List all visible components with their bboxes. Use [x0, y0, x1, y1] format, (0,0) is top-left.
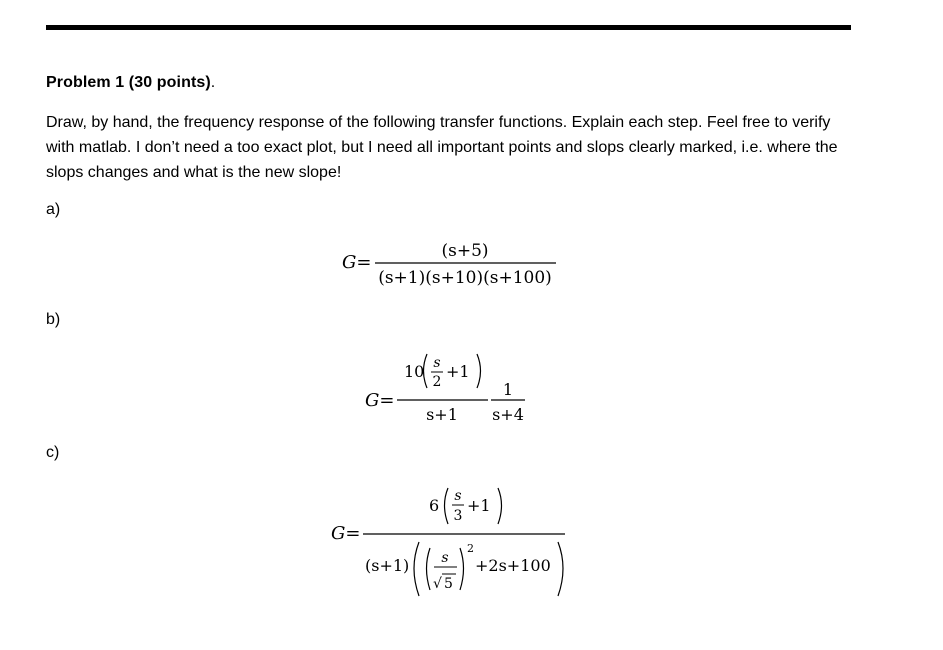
top-rule [46, 25, 851, 30]
eq-c-inner-left-paren [427, 548, 431, 590]
problem-title-suffix: . [210, 74, 216, 91]
eq-a-numerator: (s+5) [441, 241, 489, 261]
eq-c-inner-den-root: 5 [444, 576, 453, 592]
eq-c-inner-num: s [441, 550, 449, 566]
problem-title-text: Problem 1 (30 points) [46, 74, 211, 91]
eq-a-lhs: G= [342, 252, 372, 273]
part-c-label: c) [46, 444, 60, 461]
equation-b [355, 340, 545, 430]
eq-c-sqrt-sign: √ [433, 576, 442, 592]
equation-a [330, 228, 570, 298]
eq-b-second-num: 1 [502, 380, 514, 399]
eq-c-plus-one: +1 [467, 496, 491, 515]
eq-c-frac-den: 3 [453, 508, 463, 524]
eq-c-den-rest: +2s+100 [475, 556, 551, 575]
eq-a-denominator: (s+1)(s+10)(s+100) [378, 268, 552, 288]
eq-c-gain: 6 [429, 496, 440, 515]
eq-b-plus-one: +1 [446, 362, 470, 381]
eq-b-left-paren [424, 354, 428, 388]
eq-c-left-paren [445, 488, 449, 524]
eq-b-right-paren [477, 354, 481, 388]
eq-c-outer-left-paren [414, 542, 419, 596]
eq-b-frac-num: s [433, 355, 441, 371]
eq-c-outer-right-paren [558, 542, 563, 596]
eq-b-gain: 10 [404, 362, 425, 381]
eq-c-exponent: 2 [467, 542, 474, 555]
equation-c [325, 478, 575, 603]
eq-c-right-paren [498, 488, 502, 524]
part-b-label: b) [46, 311, 61, 328]
problem-title [46, 74, 215, 92]
eq-c-den-first: (s+1) [365, 556, 410, 575]
eq-b-second-den: s+4 [492, 405, 524, 424]
part-a-label: a) [46, 201, 61, 218]
eq-c-frac-num: s [454, 488, 462, 504]
eq-b-lhs: G= [365, 390, 395, 411]
eq-b-frac-den: 2 [432, 374, 442, 390]
eq-c-inner-right-paren [460, 548, 464, 590]
problem-body: Draw, by hand, the frequency response of the following transfer functions. Explain each step. Feel free to verify with matlab. I don’t need a too exact plot, but I need all important points and slops clearly marked, i.e. where the slops changes and what is the new slope! [46, 114, 838, 181]
eq-b-first-den: s+1 [426, 405, 458, 424]
eq-c-lhs: G= [331, 523, 361, 544]
